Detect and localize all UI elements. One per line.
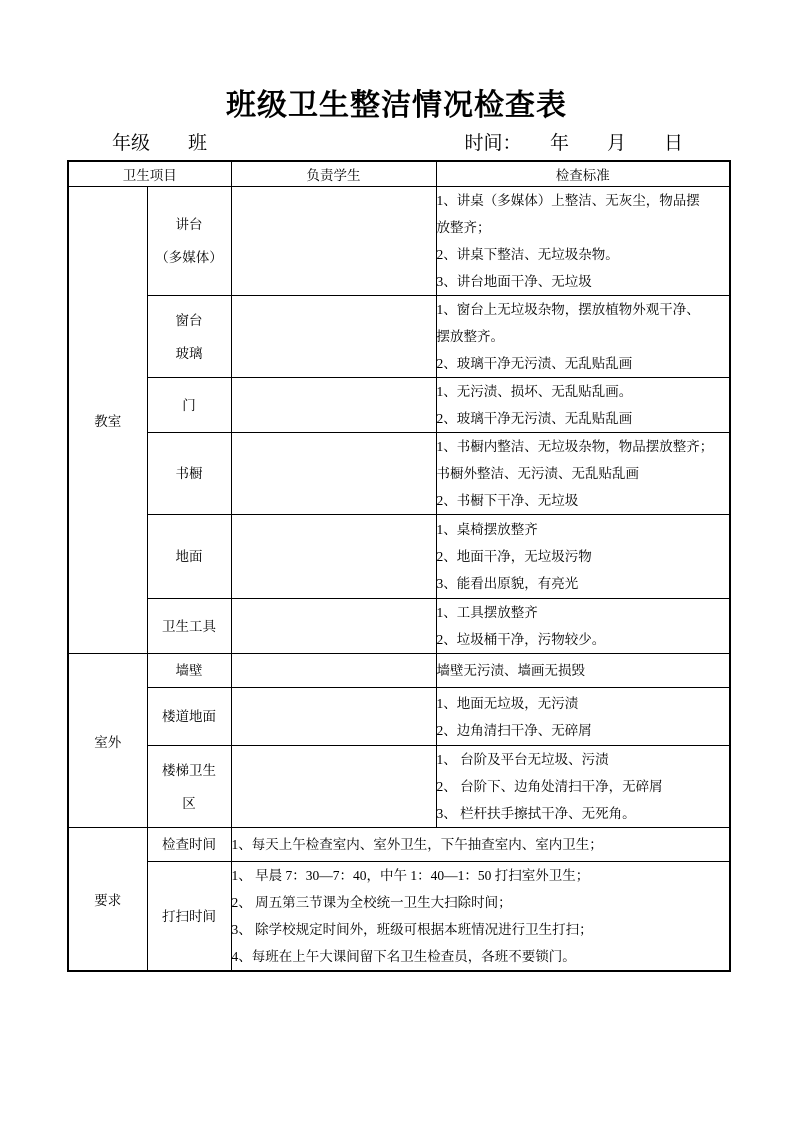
standard-cell [436,378,730,433]
standard-cell [436,654,730,688]
table-row [68,187,730,296]
standard-line: 1、地面无垃圾，无污渍 [436,695,579,711]
item-cell-wall [147,654,231,688]
standard-line: 3、能看出原貌，有亮光 [436,576,579,591]
header-responsible-students: 负责学生 [231,161,436,187]
table-row [68,654,730,688]
student-cell [231,746,436,828]
standard-line: 书橱外整洁、无污渍、无乱贴乱画 [436,466,639,481]
table-row [68,296,730,378]
item-cell-door [147,378,231,433]
standard-line: 放整齐； [436,220,491,235]
standard-cell [436,187,730,296]
standard-cell [436,433,730,515]
standard-line: 1、 台阶及平台无垃圾、污渍 [436,752,609,767]
standard-cell [436,746,730,828]
requirement-cell [231,828,730,862]
standard-line: 1、每天上午检查室内、室外卫生，下午抽查室内、室内卫生； [231,837,603,852]
table-row [68,433,730,515]
item-label: 玻璃 [175,345,203,361]
item-cell-stairway-area [147,746,231,828]
standard-line: 1、 早晨 7：30—7：40，中午 1：40—1：50 打扫室外卫生； [231,868,590,883]
student-cell [231,688,436,746]
standard-line: 2、玻璃干净无污渍、无乱贴乱画 [436,356,633,371]
table-row [68,828,730,862]
inspection-table [67,160,731,972]
table-row [68,862,730,972]
item-cell-podium [147,187,231,296]
standard-line: 2、讲桌下整洁、无垃圾杂物。 [436,247,619,262]
standard-cell [436,296,730,378]
item-label: 区 [182,795,196,811]
category-cell-requirements: 要求 [68,828,147,972]
standard-line: 1、讲桌（多媒体）上整洁、无灰尘，物品摆 [436,193,700,208]
table-row [68,599,730,654]
item-label: 卫生工具 [162,618,216,634]
student-cell [231,599,436,654]
item-cell-windowsill [147,296,231,378]
standard-line: 2、书橱下干净、无垃圾 [436,493,579,508]
student-cell [231,296,436,378]
item-label: 墙壁 [175,663,203,678]
table-row [68,378,730,433]
item-cell-bookcase [147,433,231,515]
student-cell [231,187,436,296]
standard-line: 2、玻璃干净无污渍、无乱贴乱画 [436,411,633,426]
info-row [67,128,729,155]
standard-line: 1、工具摆放整齐 [436,605,538,620]
student-cell [231,515,436,599]
item-label: 打扫时间 [162,908,216,924]
standard-line: 2、 台阶下、边角处清扫干净，无碎屑 [436,779,663,794]
item-label: 楼道地面 [162,709,216,724]
item-label: 书橱 [175,466,203,481]
item-label: 讲台 [175,217,203,232]
student-cell [231,378,436,433]
student-cell [231,654,436,688]
header-inspection-standards: 检查标准 [436,161,730,187]
category-cell-outdoor: 室外 [68,654,147,828]
table-row [68,688,730,746]
item-label: 检查时间 [162,837,216,852]
standard-line: 1、书橱内整洁、无垃圾杂物，物品摆放整齐； [436,439,714,454]
item-cell-corridor-floor [147,688,231,746]
item-cell-cleaning-time [147,862,231,972]
item-cell-inspection-time [147,828,231,862]
time-field: 时间： 年 月 日 [464,133,683,154]
table-header-row [68,161,730,187]
standard-cell [436,599,730,654]
item-label: 地面 [175,549,203,564]
student-cell [231,433,436,515]
table-row [68,746,730,828]
category-cell-classroom: 教室 [68,187,147,654]
standard-line: 1、桌椅摆放整齐 [436,522,538,537]
standard-line: 2、边角清扫干净、无碎屑 [436,722,592,738]
standard-line: 2、 周五第三节课为全校统一卫生大扫除时间； [231,895,512,910]
standard-cell [436,515,730,599]
standard-line: 1、无污渍、损坏、无乱贴乱画。 [436,384,633,399]
header-hygiene-items: 卫生项目 [68,161,231,187]
item-cell-cleaning-tools [147,599,231,654]
standard-line: 3、 除学校规定时间外，班级可根据本班情况进行卫生打扫； [231,922,593,937]
standard-line: 3、 栏杆扶手擦拭干净、无死角。 [436,806,636,821]
standard-line: 1、窗台上无垃圾杂物，摆放植物外观干净、 [436,302,700,317]
grade-class-field: 年级 班 [112,133,208,154]
item-label: 楼梯卫生 [162,762,216,778]
standard-line: 3、讲台地面干净、无垃圾 [436,274,592,289]
item-label: （多媒体） [155,250,223,265]
requirement-cell [231,862,730,972]
item-label: 窗台 [175,312,203,328]
standard-line: 墙壁无污渍、墙画无损毁 [436,663,585,678]
item-label: 门 [182,397,196,413]
table-row [68,515,730,599]
standard-line: 摆放整齐。 [436,329,504,344]
page-title: 班级卫生整洁情况检查表 [226,89,567,122]
standard-line: 2、地面干净，无垃圾污物 [436,549,592,564]
standard-line: 4、每班在上午大课间留下名卫生检查员，各班不要锁门。 [231,949,576,964]
standard-line: 2、垃圾桶干净，污物较少。 [436,632,606,647]
standard-cell [436,688,730,746]
item-cell-floor [147,515,231,599]
